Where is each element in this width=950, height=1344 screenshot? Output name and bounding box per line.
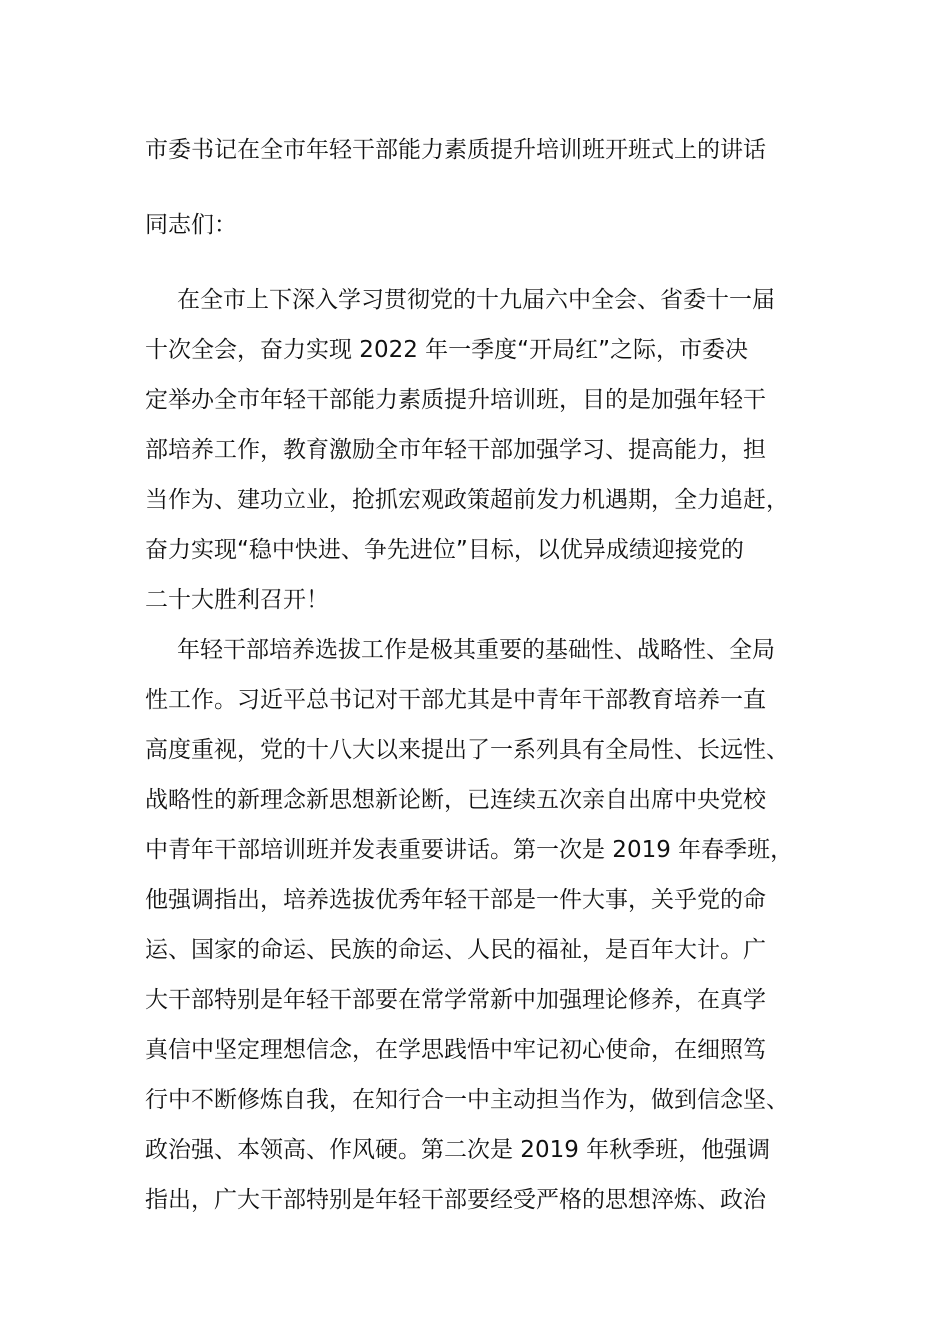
- paragraph-2-line: 年轻干部培养选拔工作是极其重要的基础性、战略性、全局: [177, 637, 775, 663]
- paragraph-1-line: 奋力实现“稳中快进、争先进位”目标，以优异成绩迎接党的: [145, 537, 744, 563]
- paragraph-1-line: 十次全会，奋力实现 2022 年一季度“开局红”之际，市委决: [145, 337, 748, 363]
- salutation: 同志们：: [145, 212, 237, 238]
- paragraph-1-line: 二十大胜利召开！: [145, 587, 329, 613]
- paragraph-2-line: 中青年干部培训班并发表重要讲话。第一次是 2019 年春季班，: [145, 837, 794, 863]
- paragraph-2-line: 运、国家的命运、民族的命运、人民的福祉，是百年大计。广: [145, 937, 766, 963]
- paragraph-2-line: 指出，广大干部特别是年轻干部要经受严格的思想淬炼、政治: [145, 1187, 766, 1213]
- body-text: [145, 282, 825, 1232]
- paragraph-1-line: 当作为、建功立业，抢抓宏观政策超前发力机遇期，全力追赶，: [145, 487, 789, 513]
- paragraph-1-line: 在全市上下深入学习贯彻党的十九届六中全会、省委十一届: [177, 287, 775, 313]
- paragraph-2-line: 政治强、本领高、作风硬。第二次是 2019 年秋季班，他强调: [145, 1137, 771, 1163]
- paragraph-1-line: 部培养工作，教育激励全市年轻干部加强学习、提高能力，担: [145, 437, 766, 463]
- paragraph-1-line: 定举办全市年轻干部能力素质提升培训班，目的是加强年轻干: [145, 387, 766, 413]
- paragraph-2-line: 行中不断修炼自我，在知行合一中主动担当作为，做到信念坚、: [145, 1087, 789, 1113]
- paragraph-2-line: 战略性的新理念新思想新论断，已连续五次亲自出席中央党校: [145, 787, 766, 813]
- paragraph-2-line: 真信中坚定理想信念，在学思践悟中牢记初心使命，在细照笃: [145, 1037, 766, 1063]
- document-title: 市委书记在全市年轻干部能力素质提升培训班开班式上的讲话: [145, 137, 766, 163]
- paragraph-2-line: 高度重视，党的十八大以来提出了一系列具有全局性、长远性、: [145, 737, 789, 763]
- paragraph-2-line: 大干部特别是年轻干部要在常学常新中加强理论修养，在真学: [145, 987, 766, 1013]
- paragraph-2-line: 性工作。习近平总书记对干部尤其是中青年干部教育培养一直: [145, 687, 766, 713]
- paragraph-2-line: 他强调指出，培养选拔优秀年轻干部是一件大事，关乎党的命: [145, 887, 766, 913]
